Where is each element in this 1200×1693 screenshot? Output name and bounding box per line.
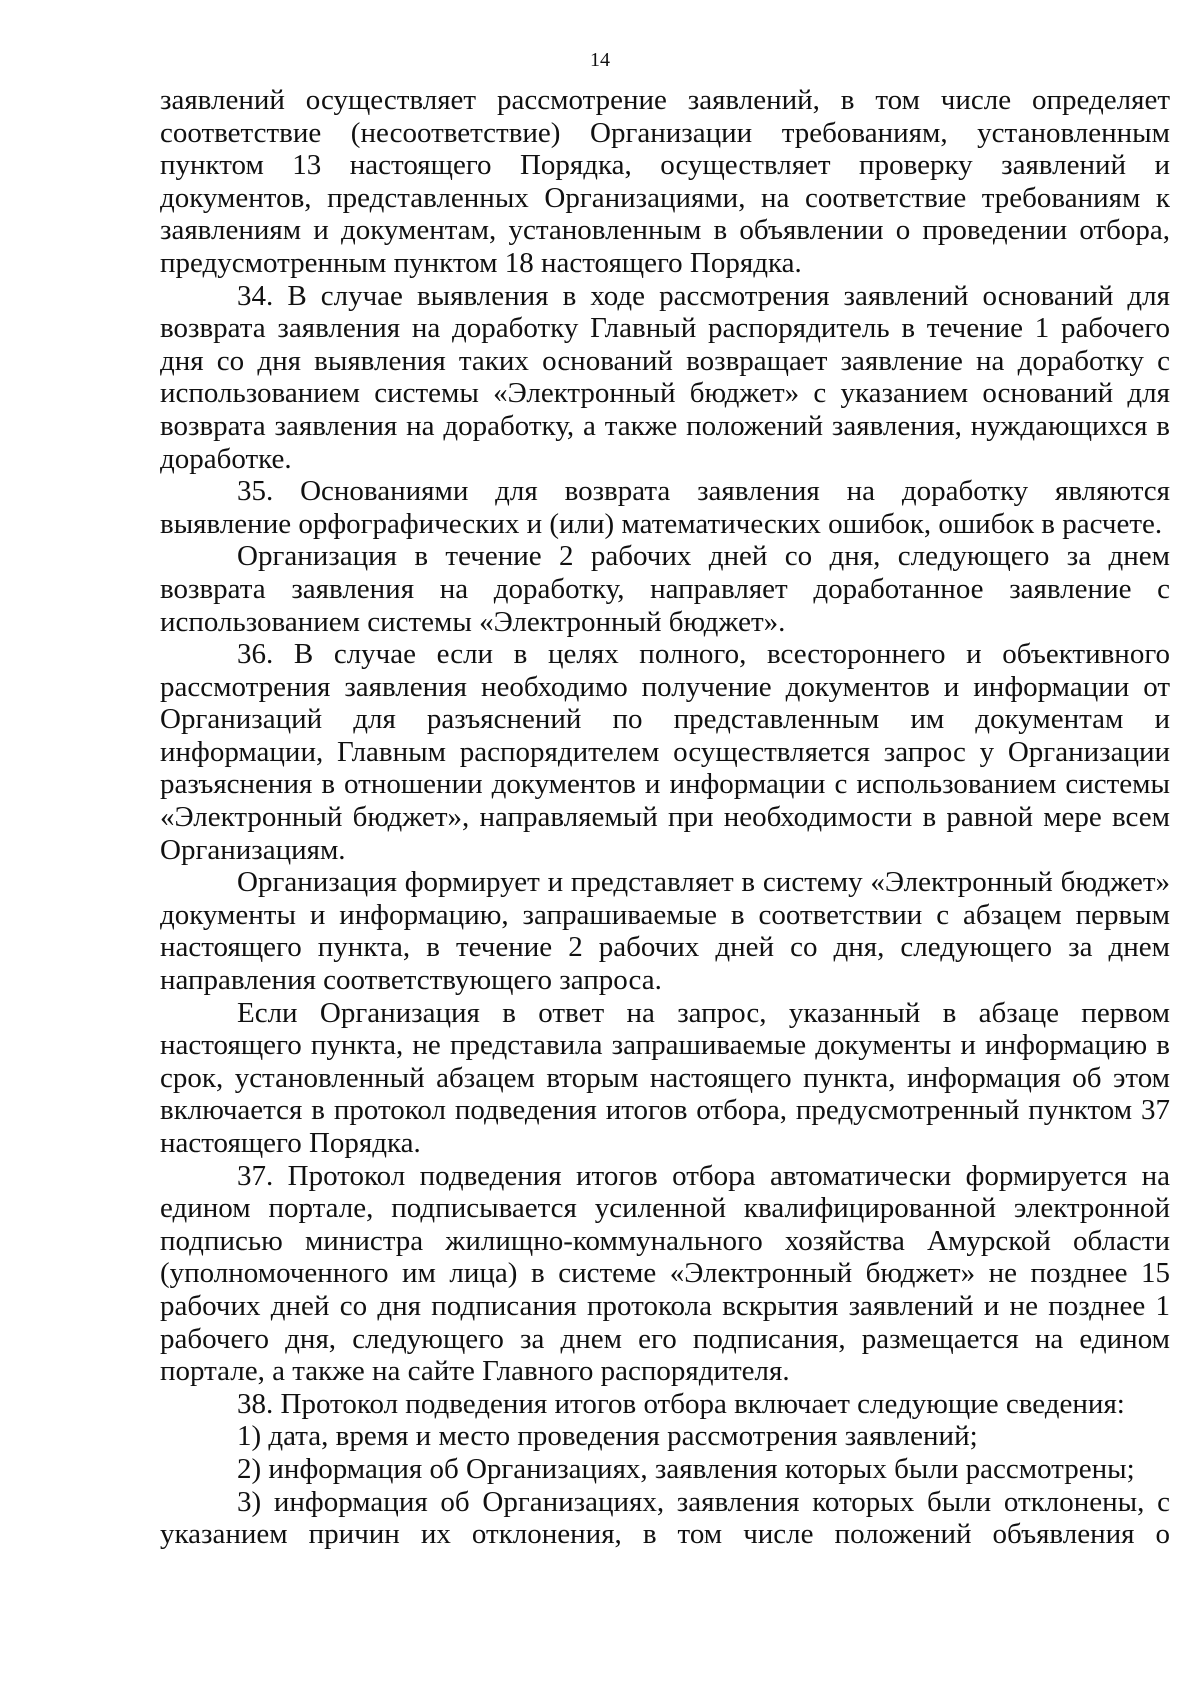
paragraph-34: 34. В случае выявления в ходе рассмотрения заявлений оснований для возврата заявления на доработку Главный распорядитель в течение 1 рабочего дня со дня выявления таких оснований возвращает заявление на доработку с использованием системы «Электронный бюджет» с указанием оснований для возврата заявления на доработку, а также положений заявления, нуждающихся в доработке. xyxy=(160,279,1170,475)
paragraph-35: 35. Основаниями для возврата заявления на доработку являются выявление орфографических и (или) математических ошибок, ошибок в расчете. xyxy=(160,475,1170,540)
paragraph-36-non-submission: Если Организация в ответ на запрос, указанный в абзаце первом настоящего пункта, не представила запрашиваемые документы и информацию в срок, установленный абзацем вторым настоящего пункта, информация об этом включается в протокол подведения итогов отбора, предусмотренный пунктом 37 настоящего Порядка. xyxy=(160,996,1170,1159)
paragraph-35-return-deadline: Организация в течение 2 рабочих дней со дня, следующего за днем возврата заявления на доработку, направляет доработанное заявление с использованием системы «Электронный бюджет». xyxy=(160,540,1170,638)
list-item-1: 1) дата, время и место проведения рассмотрения заявлений; xyxy=(237,1420,978,1453)
list-item-2: 2) информация об Организациях, заявления которых были рассмотрены; xyxy=(237,1452,1135,1485)
paragraph-continuation: заявлений осуществляет рассмотрение заявлений, в том числе определяет соответствие (несоответствие) Организации требованиям, установленным пунктом 13 настоящего Порядка, осуществляет проверку заявлений и документов, представленных Организациями, на соответствие требованиям к заявлениям и документам, установленным в объявлении о проведении отбора, предусмотренным пунктом 18 настоящего Порядка. xyxy=(160,84,1170,279)
paragraph-36-submission: Организация формирует и представляет в систему «Электронный бюджет» документы и информацию, запрашиваемые в соответствии с абзацем первым настоящего пункта, в течение 2 рабочих дней со дня, следующего за днем направления соответствующего запроса. xyxy=(160,866,1170,997)
paragraph-36: 36. В случае если в целях полного, всестороннего и объективного рассмотрения заявления необходимо получение документов и информации от Организаций для разъяснений по представленным им документам и информации, Главным распорядителем осуществляется запрос у Организации разъяснения в отношении документов и информации с использованием системы «Электронный бюджет», направляемый при необходимости в равной мере всем Организациям. xyxy=(160,638,1170,866)
list-item-3: 3) информация об Организациях, заявления которых были отклонены, с указанием причин их отклонения, в том числе положений объявления о xyxy=(160,1485,1170,1551)
paragraph-37: 37. Протокол подведения итогов отбора автоматически формируется на едином портале, подписывается усиленной квалифицированной электронной подписью министра жилищно-коммунального хозяйства Амурской области (уполномоченного им лица) в системе «Электронный бюджет» не позднее 15 рабочих дней со дня подписания протокола вскрытия заявлений и не позднее 1 рабочего дня, следующего за днем его подписания, размещается на едином портале, а также на сайте Главного распорядителя. xyxy=(160,1159,1170,1388)
page-number: 14 xyxy=(590,49,610,71)
paragraph-38: 38. Протокол подведения итогов отбора включает следующие сведения: xyxy=(237,1387,1125,1420)
document-body xyxy=(160,84,1170,1551)
